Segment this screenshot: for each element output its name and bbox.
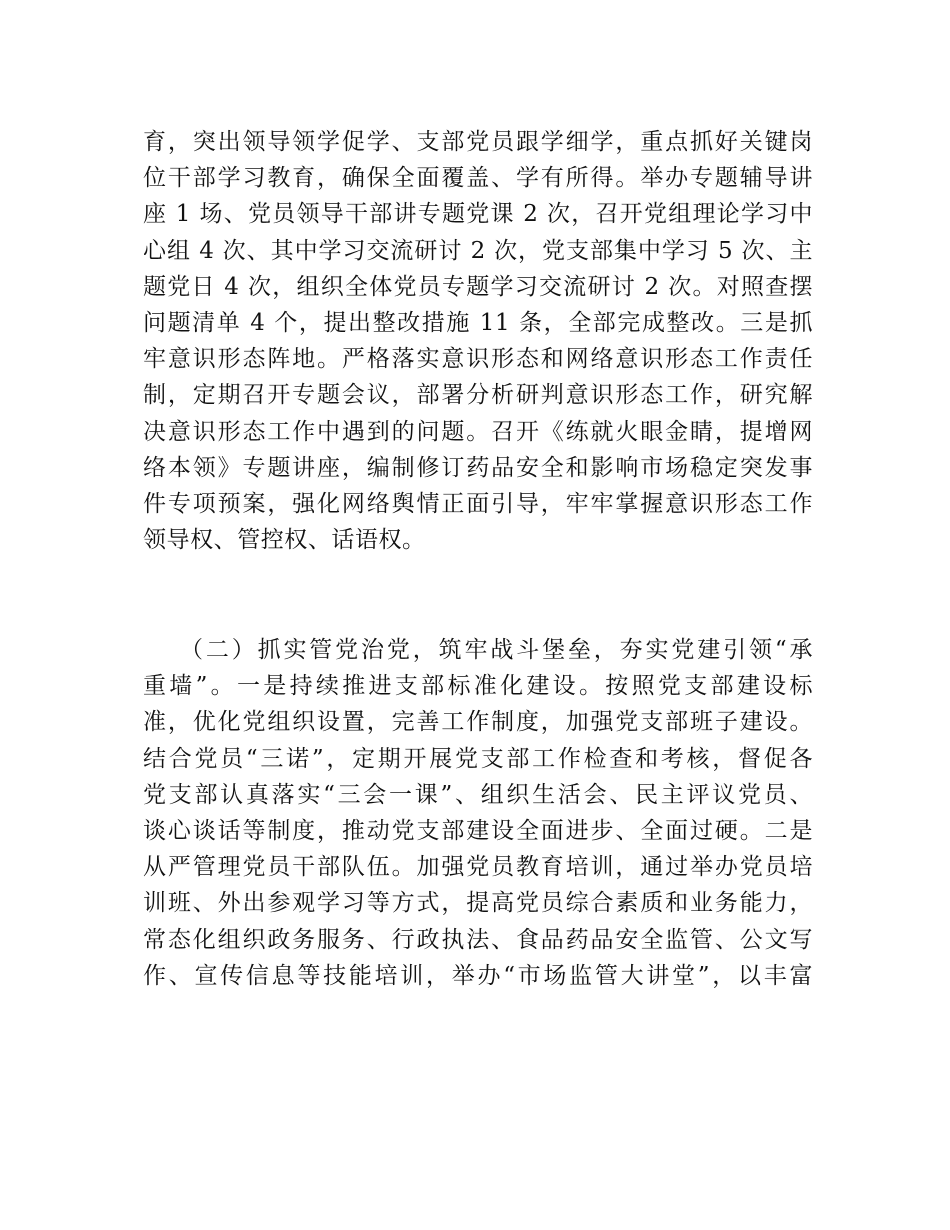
section-heading-line: （二）抓实管党治党，筑牢战斗堡垒，夯实党建引领“承 <box>180 637 813 663</box>
text-line-last: 领导权、管控权、话语权。 <box>143 527 426 554</box>
paragraph-party-governance <box>143 632 813 994</box>
text-line: 训班、外出参观学习等方式，提高党员综合素质和业务能力， <box>143 890 813 917</box>
text-line: 座 1 场、党员领导干部讲专题党课 2 次，召开党组理论学习中 <box>143 201 813 228</box>
paragraph-study-education <box>143 124 813 558</box>
text-line: 从严管理党员干部队伍。加强党员教育培训，通过举办党员培 <box>143 854 813 881</box>
text-line: 谈心谈话等制度，推动党支部建设全面进步、全面过硬。二是 <box>143 817 813 844</box>
text-line: 牢意识形态阵地。严格落实意识形态和网络意识形态工作责任 <box>143 346 813 373</box>
text-line: 结合党员“三诺”，定期开展党支部工作检查和考核，督促各 <box>143 745 813 772</box>
text-line: 党支部认真落实“三会一课”、组织生活会、民主评议党员、 <box>143 781 813 808</box>
text-line: 位干部学习教育，确保全面覆盖、学有所得。举办专题辅导讲 <box>143 165 813 192</box>
text-line: 心组 4 次、其中学习交流研讨 2 次，党支部集中学习 5 次、主 <box>143 237 813 264</box>
text-line: 决意识形态工作中遇到的问题。召开《练就火眼金睛，提增网 <box>143 418 813 445</box>
text-line: 重墙”。一是持续推进支部标准化建设。按照党支部建设标 <box>143 673 813 700</box>
text-line: 制，定期召开专题会议，部署分析研判意识形态工作，研究解 <box>143 382 813 409</box>
text-line: 常态化组织政务服务、行政执法、食品药品安全监管、公文写 <box>143 926 813 953</box>
text-line: 作、宣传信息等技能培训，举办“市场监管大讲堂”，以丰富 <box>143 962 813 989</box>
text-line: 育，突出领导领学促学、支部党员跟学细学，重点抓好关键岗 <box>143 129 813 155</box>
text-line: 题党日 4 次，组织全体党员专题学习交流研讨 2 次。对照查摆 <box>143 273 813 300</box>
text-line: 准，优化党组织设置，完善工作制度，加强党支部班子建设。 <box>143 709 813 736</box>
text-line: 问题清单 4 个，提出整改措施 11 条，全部完成整改。三是抓 <box>143 309 813 336</box>
text-line: 件专项预案，强化网络舆情正面引导，牢牢掌握意识形态工作 <box>143 490 813 517</box>
text-line: 络本领》专题讲座，编制修订药品安全和影响市场稳定突发事 <box>143 454 813 481</box>
